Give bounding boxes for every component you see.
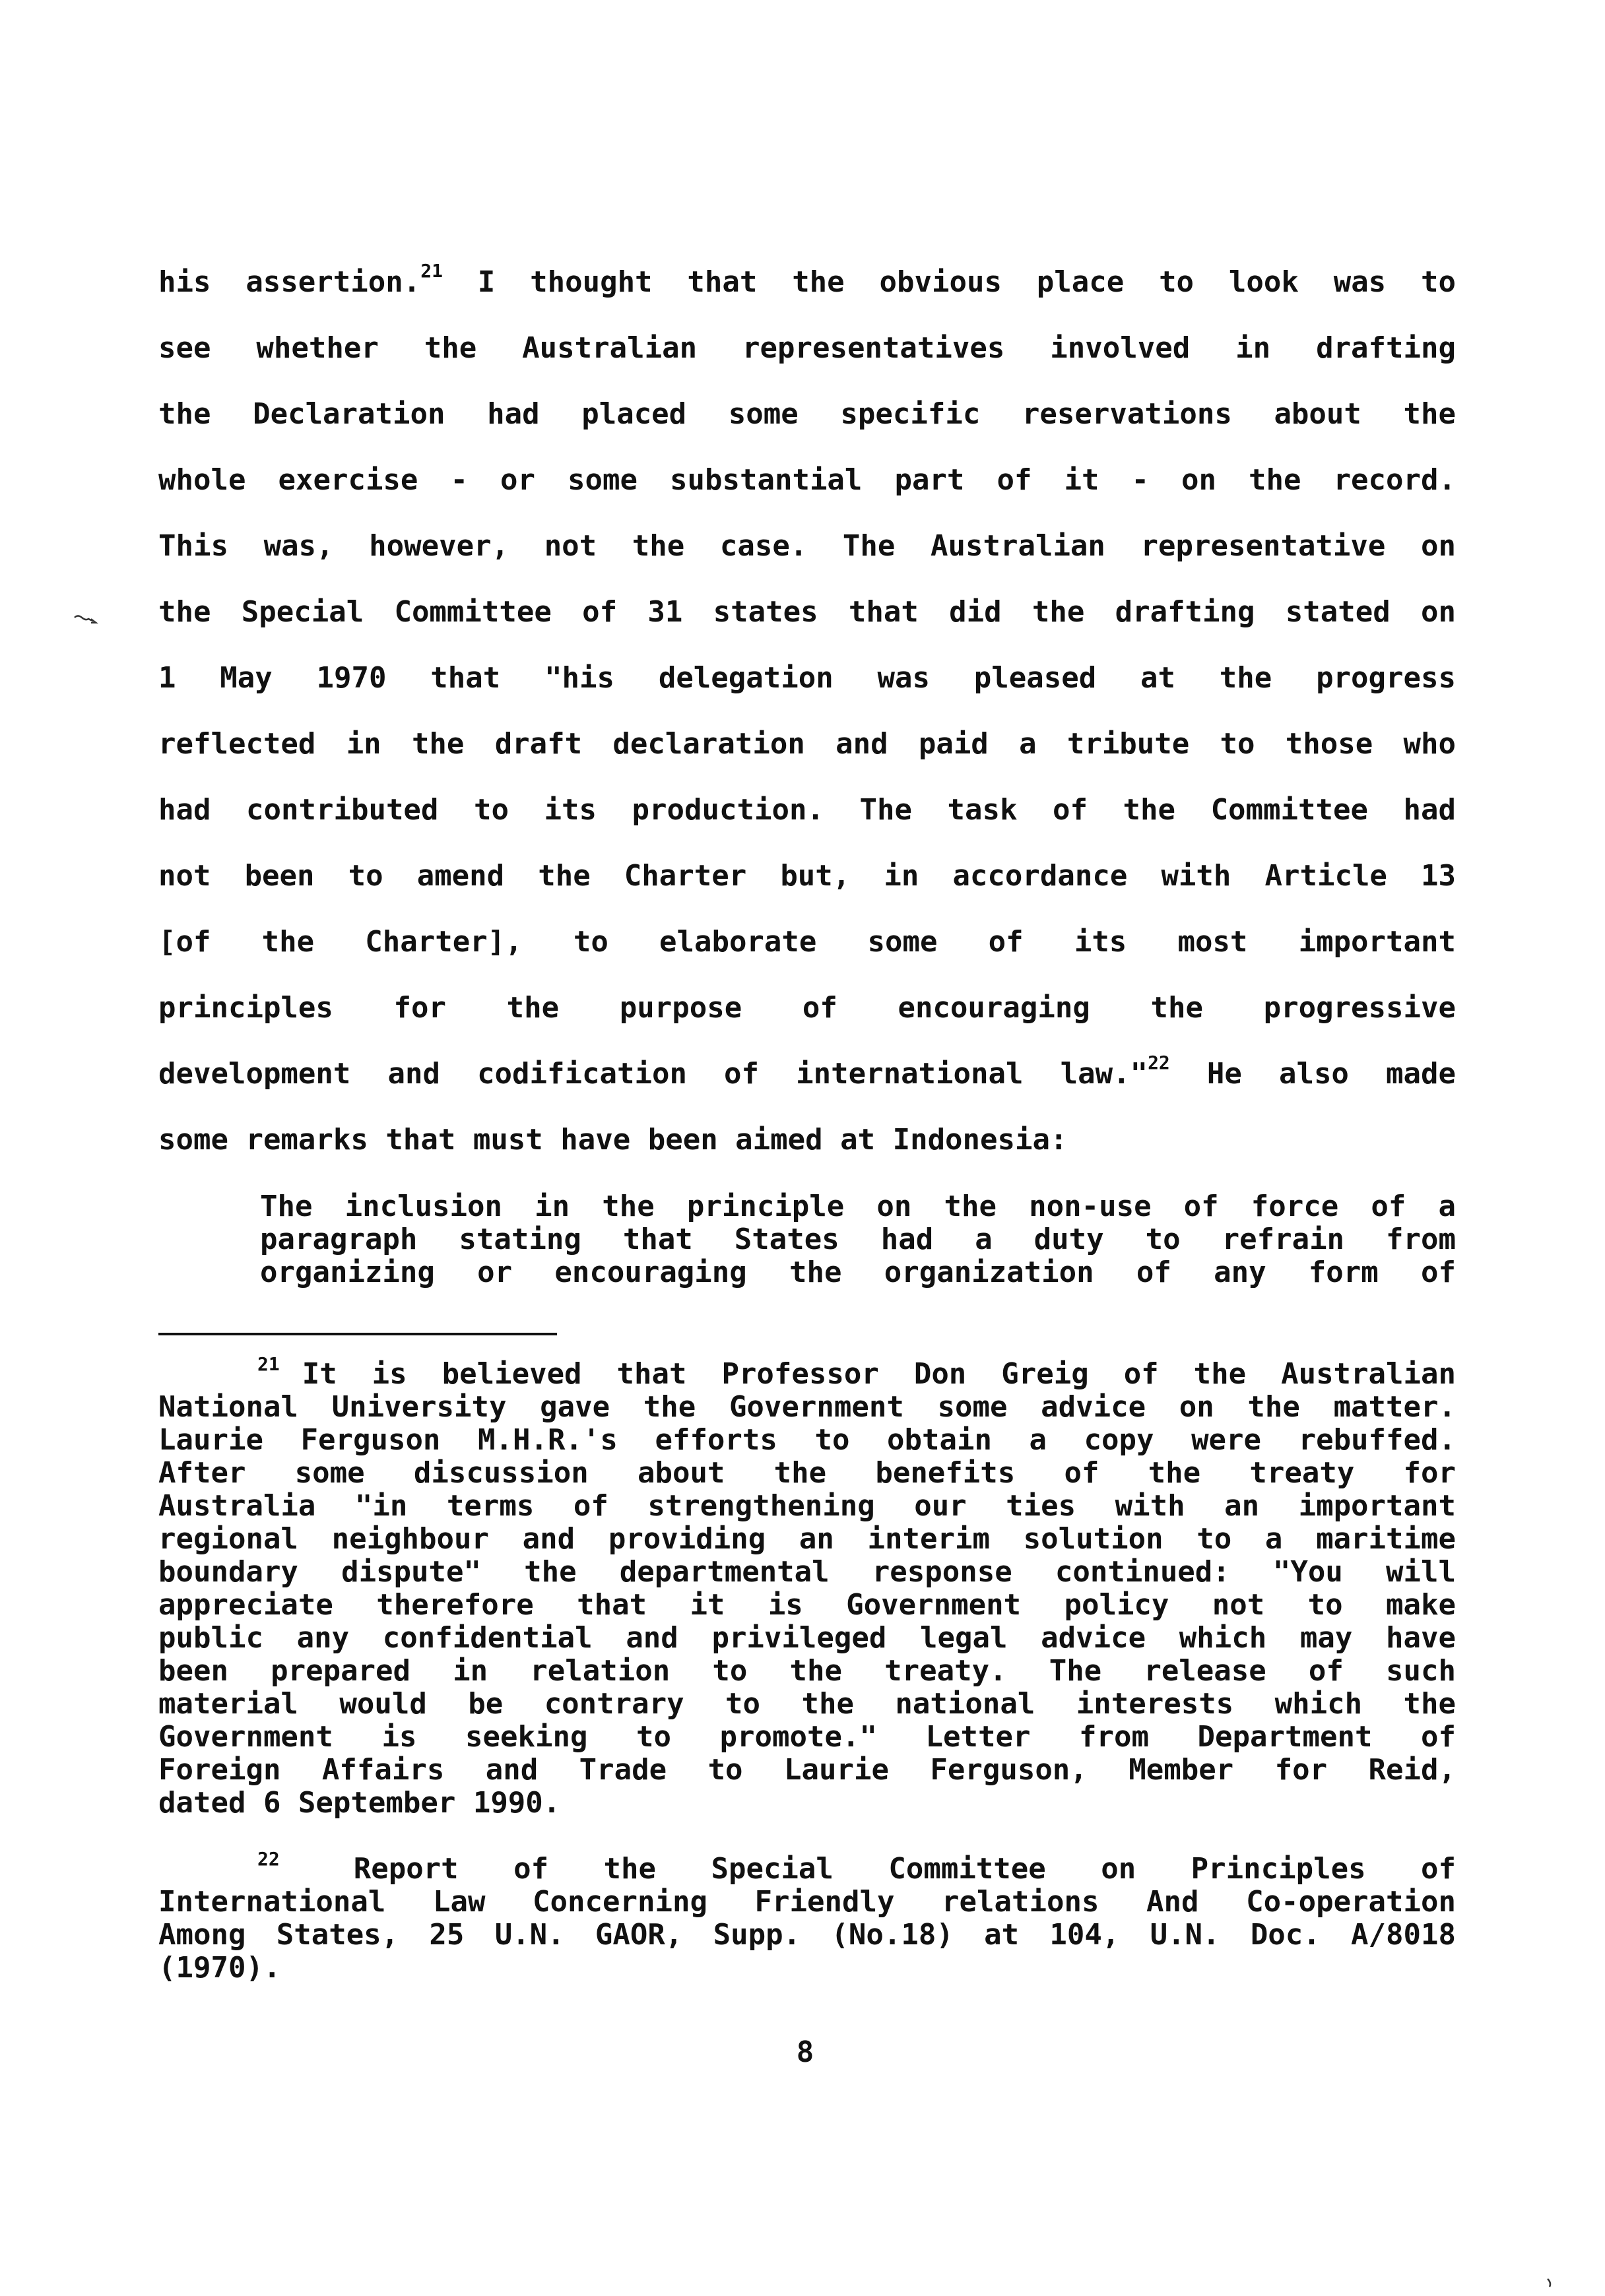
quote-line: organizing or encouraging the organization of any form of — [260, 1256, 1456, 1289]
corner-speck-mark — [1546, 2278, 1555, 2288]
footnote-number: 22 — [257, 1848, 280, 1870]
paragraph-line: whole exercise - or some substantial part of it - on the record. — [158, 463, 1456, 497]
footnote-line: After some discussion about the benefits of the treaty for — [158, 1456, 1456, 1490]
paragraph-line: principles for the purpose of encouraging the progressive — [158, 991, 1456, 1025]
footnote-line: Government is seeking to promote." Letter from Department of — [158, 1720, 1456, 1754]
footnote-22 — [158, 1848, 1456, 1985]
paragraph-line: development and codification of international law."$^{22}$ He also made — [158, 1052, 1456, 1091]
footnote-line: International Law Concerning Friendly relations And Co-operation — [158, 1885, 1456, 1919]
paragraph-line: 1 May 1970 that "his delegation was pleased at the progress — [158, 661, 1456, 695]
footnote-line: regional neighbour and providing an interim solution to a maritime — [158, 1522, 1456, 1556]
footnotes-section — [158, 1353, 1456, 1985]
paragraph-line: some remarks that must have been aimed at Indonesia: — [158, 1123, 1068, 1157]
footnote-21 — [158, 1353, 1456, 1820]
footnote-line: $^{22}$ Report of the Special Committee on Principles of — [257, 1848, 1456, 1886]
footnote-line: material would be contrary to the national interests which the — [158, 1687, 1456, 1721]
footnote-number: 21 — [257, 1353, 280, 1375]
footnote-line: appreciate therefore that it is Government policy not to make — [158, 1588, 1456, 1622]
paragraph-line: the Special Committee of 31 states that did the drafting stated on — [158, 595, 1456, 629]
paragraph-line: the Declaration had placed some specific reservations about the — [158, 397, 1456, 431]
quote-line: The inclusion in the principle on the non-use of force of a — [260, 1190, 1456, 1223]
footnote-ref-22[interactable]: 22 — [1148, 1052, 1170, 1073]
paragraph-line: not been to amend the Charter but, in accordance with Article 13 — [158, 859, 1456, 893]
quote-line: paragraph stating that States had a duty to refrain from — [260, 1223, 1456, 1256]
footnote-line: been prepared in relation to the treaty. The release of such — [158, 1654, 1456, 1688]
footnote-line: boundary dispute" the departmental response continued: "You will — [158, 1555, 1456, 1589]
paragraph-line: This was, however, not the case. The Australian representative on — [158, 529, 1456, 563]
footnote-line: (1970). — [158, 1951, 281, 1985]
paragraph-line: had contributed to its production. The task of the Committee had — [158, 793, 1456, 827]
footnote-line: $^{21}$ It is believed that Professor Don Greig of the Australian — [257, 1353, 1456, 1391]
footnote-line: dated 6 September 1990. — [158, 1786, 561, 1820]
paragraph-line: reflected in the draft declaration and paid a tribute to those who — [158, 727, 1456, 761]
footnote-line: Laurie Ferguson M.H.R.'s efforts to obtain a copy were rebuffed. — [158, 1423, 1456, 1457]
footnote-line: Australia "in terms of strengthening our ties with an important — [158, 1489, 1456, 1523]
page-number: 8 — [796, 2035, 814, 2069]
block-quote — [260, 1190, 1456, 1289]
footnote-divider — [158, 1333, 557, 1335]
margin-scribble-mark — [74, 614, 99, 624]
footnote-line: Foreign Affairs and Trade to Laurie Ferguson, Member for Reid, — [158, 1753, 1456, 1787]
paragraph-line: his assertion.$^{21}$ I thought that the obvious place to look was to — [158, 260, 1456, 299]
footnote-spacer — [158, 1820, 1456, 1853]
main-paragraph — [158, 249, 1456, 1173]
paragraph-line: [of the Charter], to elaborate some of its most important — [158, 925, 1456, 959]
footnote-ref-21[interactable]: 21 — [420, 260, 443, 282]
paragraph-line: see whether the Australian representatives involved in drafting — [158, 331, 1456, 365]
footnote-line: National University gave the Government some advice on the matter. — [158, 1390, 1456, 1424]
footnote-line: Among States, 25 U.N. GAOR, Supp. (No.18) at 104, U.N. Doc. A/8018 — [158, 1918, 1456, 1952]
footnote-line: public any confidential and privileged legal advice which may have — [158, 1621, 1456, 1655]
